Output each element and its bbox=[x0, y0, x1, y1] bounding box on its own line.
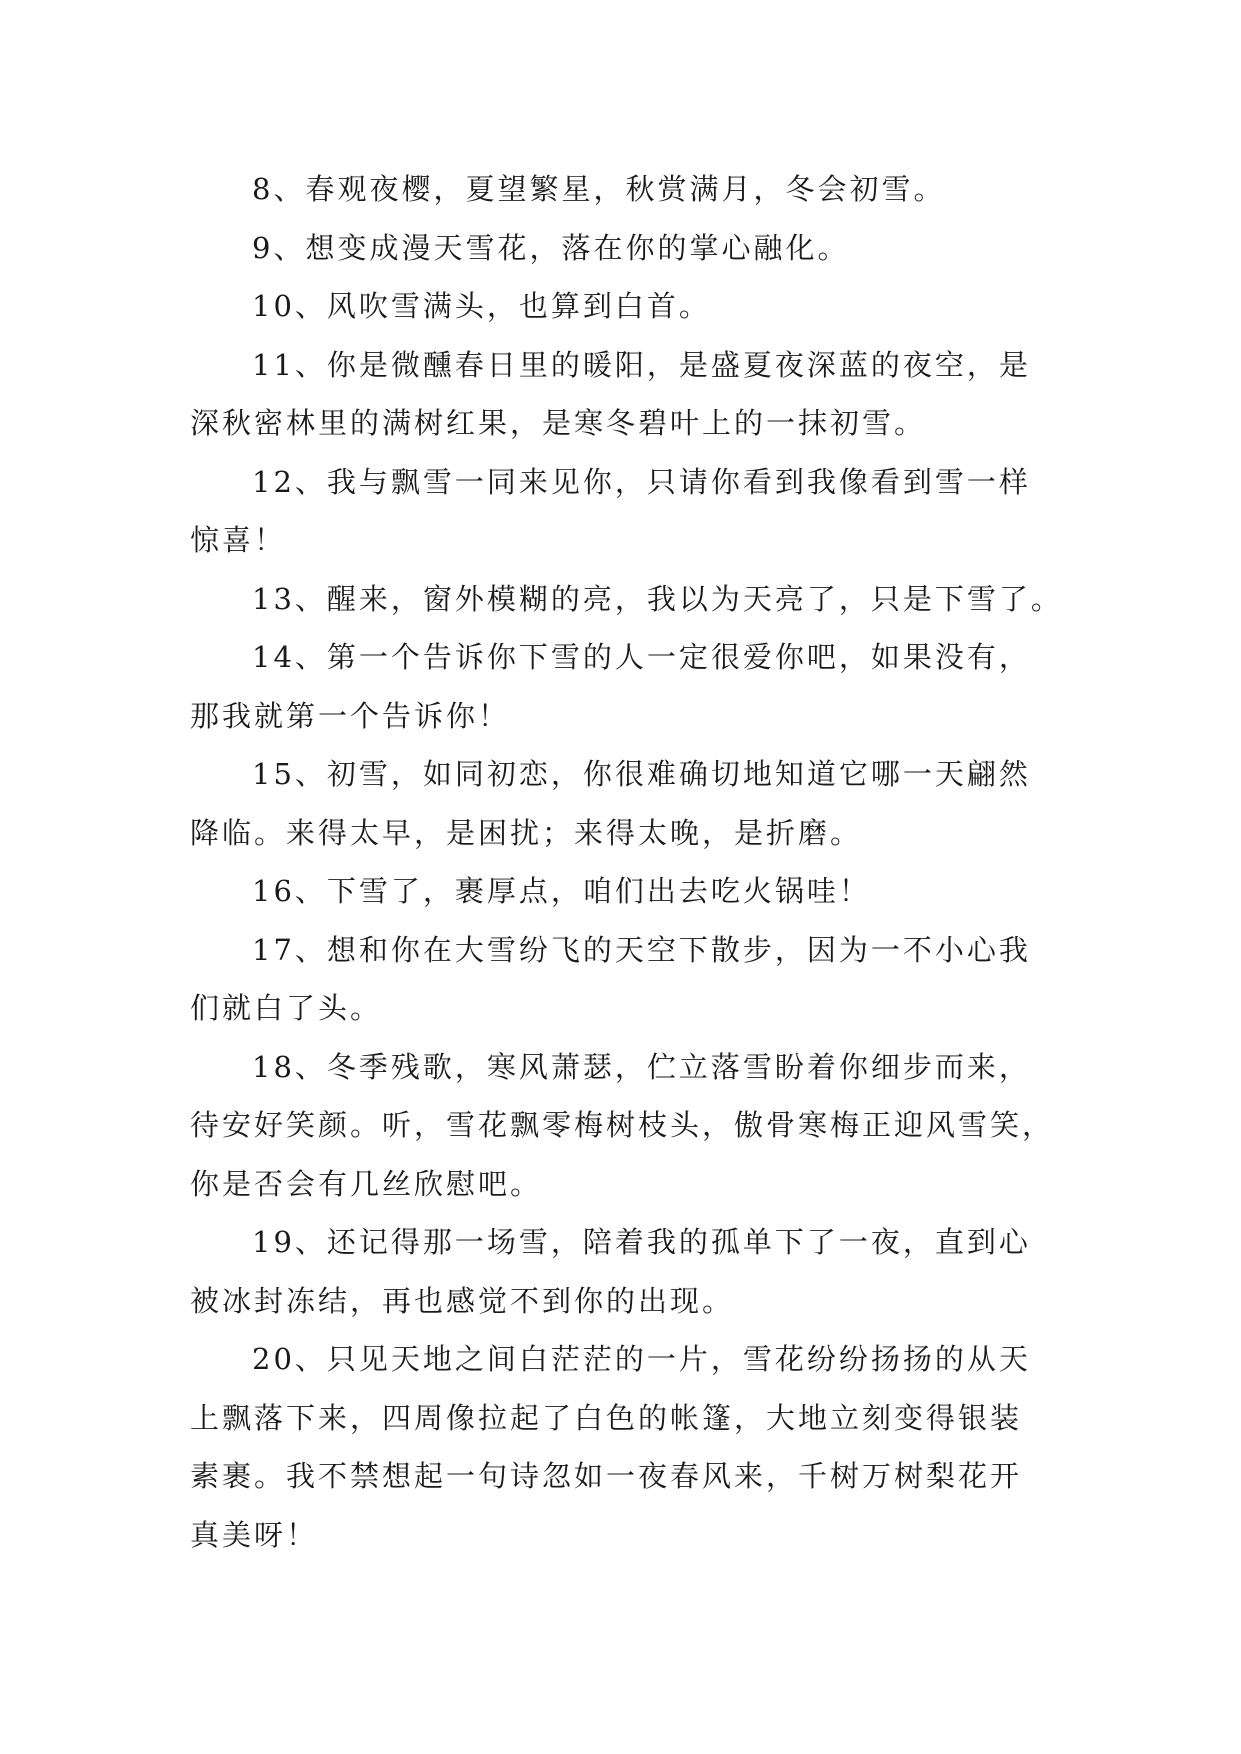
paragraph-line: 15、初雪，如同初恋，你很难确切地知道它哪一天翩然 bbox=[252, 757, 1031, 791]
document-body bbox=[190, 160, 1063, 1564]
paragraph-line: 17、想和你在大雪纷飞的天空下散步，因为一不小心我 bbox=[252, 932, 1031, 967]
paragraph-line: 9、想变成漫天雪花，落在你的掌心融化。 bbox=[252, 230, 850, 265]
paragraph-line: 上飘落下来，四周像拉起了白色的帐篷，大地立刻变得银装 bbox=[190, 1400, 1023, 1435]
paragraph-11 bbox=[190, 336, 1060, 453]
paragraph-15 bbox=[190, 745, 1060, 862]
paragraph-line: 深秋密林里的满树红果，是寒冬碧叶上的一抹初雪。 bbox=[190, 406, 927, 440]
paragraph-12 bbox=[190, 453, 1060, 570]
paragraph-line: 13、醒来，窗外模糊的亮，我以为天亮了，只是下雪了。 bbox=[252, 581, 1063, 616]
paragraph-10 bbox=[190, 277, 1060, 336]
paragraph-line: 19、还记得那一场雪，陪着我的孤单下了一夜，直到心 bbox=[252, 1225, 1031, 1259]
paragraph-line: 降临。来得太早，是困扰；来得太晚，是折磨。 bbox=[190, 815, 863, 850]
paragraph-9 bbox=[190, 219, 1060, 278]
paragraph-line: 你是否会有几丝欣慰吧。 bbox=[190, 1166, 543, 1201]
paragraph-line: 14、第一个告诉你下雪的人一定很爱你吧，如果没有， bbox=[252, 640, 1031, 674]
paragraph-line: 10、风吹雪满头，也算到白首。 bbox=[252, 289, 711, 323]
paragraph-line: 那我就第一个告诉你！ bbox=[190, 698, 511, 733]
paragraph-line: 12、我与飘雪一同来见你，只请你看到我像看到雪一样 bbox=[252, 464, 1031, 499]
paragraph-13 bbox=[190, 570, 1063, 629]
paragraph-19 bbox=[190, 1213, 1060, 1330]
paragraph-line: 11、你是微醺春日里的暖阳，是盛夏夜深蓝的夜空，是 bbox=[252, 347, 1031, 382]
paragraph-line: 20、只见天地之间白茫茫的一片，雪花纷纷扬扬的从天 bbox=[252, 1342, 1031, 1376]
paragraph-line: 18、冬季残歌，寒风萧瑟，伫立落雪盼着你细步而来， bbox=[252, 1049, 1031, 1084]
paragraph-line: 8、春观夜樱，夏望繁星，秋赏满月，冬会初雪。 bbox=[252, 172, 946, 206]
paragraph-line: 待安好笑颜。听，雪花飘零梅树枝头，傲骨寒梅正迎风雪笑， bbox=[190, 1108, 1055, 1142]
paragraph-line: 惊喜！ bbox=[190, 523, 287, 557]
paragraph-line: 16、下雪了，裹厚点，咱们出去吃火锅哇！ bbox=[252, 874, 871, 908]
paragraph-8 bbox=[190, 160, 1060, 219]
paragraph-line: 素裹。我不禁想起一句诗忽如一夜春风来，千树万树梨花开 bbox=[190, 1459, 1023, 1493]
paragraph-14 bbox=[190, 628, 1060, 745]
paragraph-20 bbox=[190, 1330, 1060, 1564]
paragraph-line: 们就白了头。 bbox=[190, 991, 383, 1025]
paragraph-16 bbox=[190, 862, 1060, 921]
paragraph-18 bbox=[190, 1038, 1060, 1214]
paragraph-17 bbox=[190, 921, 1060, 1038]
paragraph-line: 被冰封冻结，再也感觉不到你的出现。 bbox=[190, 1283, 735, 1318]
paragraph-line: 真美呀！ bbox=[190, 1517, 319, 1552]
